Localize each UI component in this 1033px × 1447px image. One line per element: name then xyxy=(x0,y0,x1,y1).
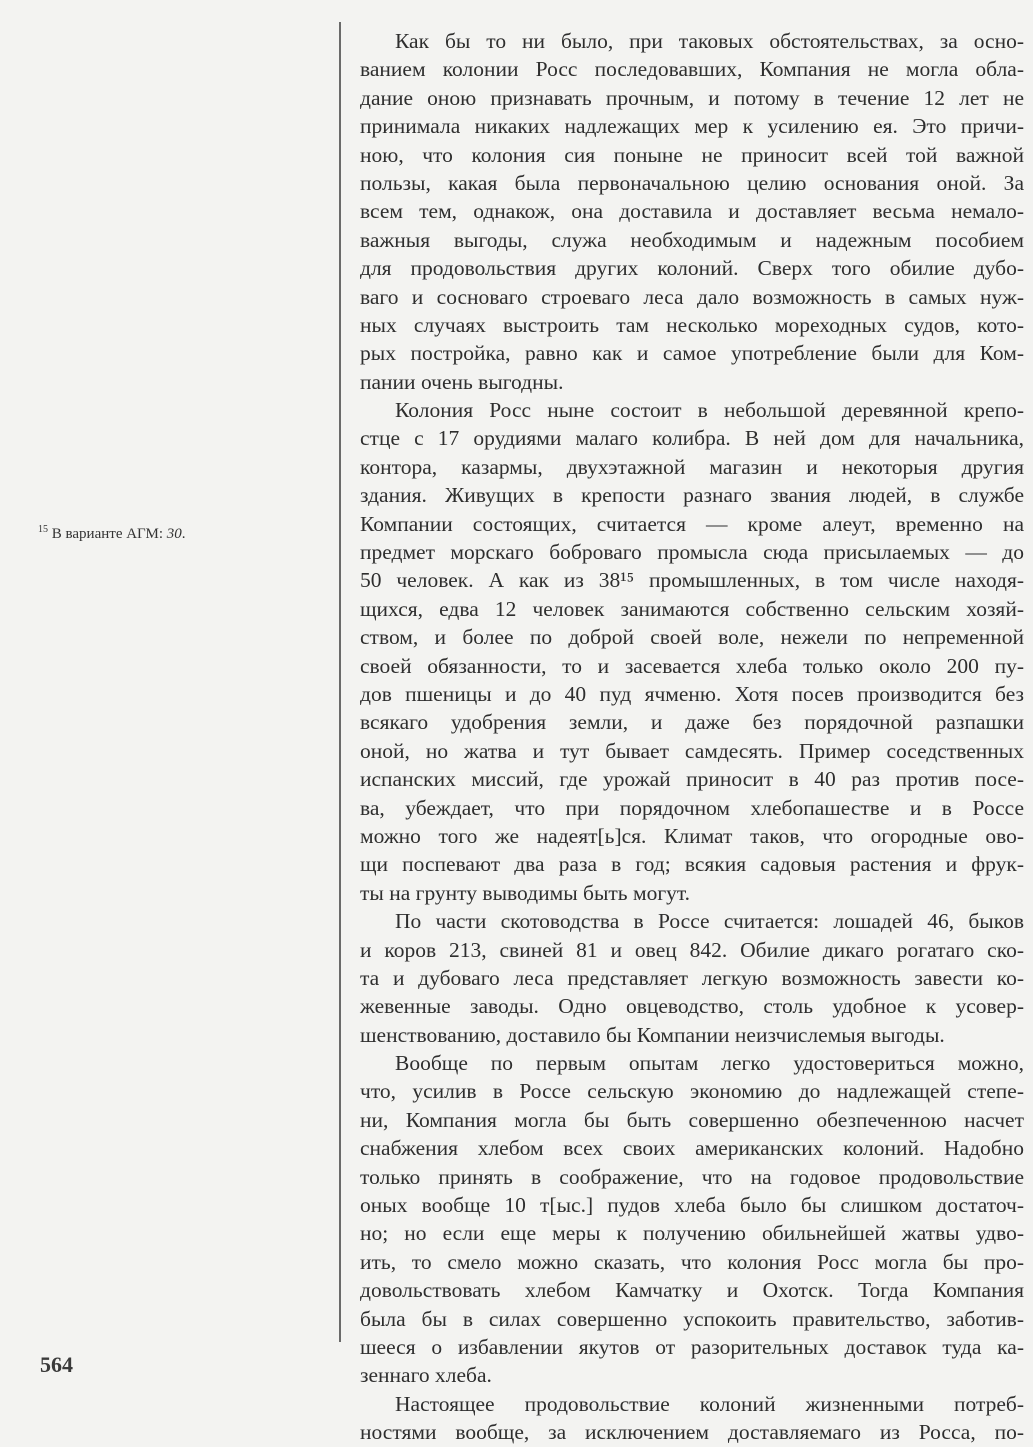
text-line: Колония Росс ныне состоит в небольшой деревянной крепо- xyxy=(395,398,1024,423)
text-line: щи поспевают два раза в год; всякия садовыя растения и фрук- xyxy=(360,852,1024,877)
text-line: ва, убеждает, что при порядочном хлебопашестве и в Россе xyxy=(360,795,1024,820)
text-line: жевенные заводы. Одно овцеводство, столь удобное к усовер- xyxy=(360,994,1024,1019)
margin-rule xyxy=(339,22,341,1342)
text-line: зеннаго хлеба. xyxy=(360,1363,492,1388)
text-line: всем тем, однакож, она доставила и доставляет весьма немало- xyxy=(360,199,1024,224)
text-line: ни, Компания могла бы быть совершенно обезпеченною насчет xyxy=(360,1107,1024,1132)
page-number: 564 xyxy=(40,1352,73,1377)
text-line: довольствовать хлебом Камчатку и Охотск. Тогда Компания xyxy=(360,1278,1024,1303)
text-line: Как бы то ни было, при таковых обстоятельствах, за осно- xyxy=(395,29,1024,53)
text-line: ить, то смело можно сказать, что колония Росс могла бы про- xyxy=(360,1249,1024,1274)
text-line: 50 человек. А как из 38¹⁵ промышленных, в том числе находя- xyxy=(360,568,1024,593)
text-line: принимала никаких надлежащих мер к усилению ея. Это причи- xyxy=(360,114,1024,139)
text-line: можно того же надеят[ь]ся. Климат таков, что огородные ово- xyxy=(360,823,1024,848)
text-line: для продовольствия других колоний. Сверх того обилие дубо- xyxy=(360,256,1024,281)
text-line: своей обязанности, то и засевается хлеба только около 200 пу- xyxy=(360,653,1024,678)
text-line: дание оною признавать прочным, и потому в течение 12 лет не xyxy=(360,85,1024,110)
footnote-value: 30 xyxy=(166,526,182,542)
text-line: предмет морскаго боброваго промысла сюда присылаемых — до xyxy=(360,540,1024,565)
text-line: шееся о избавлении якутов от разорительных доставок туда ка- xyxy=(360,1334,1024,1359)
text-line: здания. Живущих в крепости разнаго звания людей, в службе xyxy=(360,483,1024,508)
text-line: По части скотоводства в Россе считается: лошадей 46, быков xyxy=(395,909,1024,934)
text-line: дов пшеницы и до 40 пуд ячменю. Хотя посев производится без xyxy=(360,681,1024,706)
footnote-suffix: . xyxy=(181,526,186,542)
text-line: щихся, едва 12 человек занимаются собственно сельским хозяй- xyxy=(360,596,1024,621)
text-line: Компании состоящих, считается — кроме алеут, временно на xyxy=(360,511,1024,536)
text-line: контора, казармы, двухэтажной магазин и некоторыя другия xyxy=(360,454,1024,479)
text-line: ных случаях выстроить там несколько мореходных судов, кото- xyxy=(360,312,1024,337)
text-line: ваго и сосноваго строеваго леса дало возможность в самых нуж- xyxy=(360,284,1024,309)
footnote-15 xyxy=(38,524,186,543)
text-line: всякаго удобрения земли, и даже без порядочной разпашки xyxy=(360,710,1024,735)
text-line: испанских миссий, где урожай приносит в 40 раз против посе- xyxy=(360,767,1024,792)
text-line: Вообще по первым опытам легко удостовериться можно, xyxy=(395,1051,1024,1076)
text-line: что, усилив в Россе сельскую экономию до надлежащей степе- xyxy=(360,1079,1024,1104)
text-line: и коров 213, свиней 81 и овец 842. Обилие дикаго рогатаго ско- xyxy=(360,937,1024,962)
text-line: шенствованию, доставило бы Компании неизчислемыя выгоды. xyxy=(360,1022,945,1047)
text-line: была бы в силах совершенно успокоить правительство, заботив- xyxy=(360,1306,1024,1331)
text-line: снабжения хлебом всех своих американских колоний. Надобно xyxy=(360,1136,1024,1161)
main-text-column xyxy=(360,27,1024,1447)
text-line: та и дубоваго леса представляет легкую возможность завести ко- xyxy=(360,965,1024,990)
text-line: ванием колонии Росс последовавших, Компания не могла обла- xyxy=(360,57,1024,82)
footnote-text: В варианте АГМ: xyxy=(51,526,167,542)
text-line: пании очень выгодны. xyxy=(360,369,564,394)
text-line: ною, что колония сия поныне не приносит всей той важной xyxy=(360,142,1024,167)
text-line: ством, и более по доброй своей воле, нежели по непременной xyxy=(360,625,1024,650)
text-line: пользы, какая была первоначальною целию основания оной. За xyxy=(360,170,1024,195)
text-line: ностями вообще, за исключением доставляемаго из Росса, по- xyxy=(360,1420,1024,1445)
text-line: ты на грунту выводимы быть могут. xyxy=(360,880,691,905)
text-line: Настоящее продовольствие колоний жизненными потреб- xyxy=(395,1391,1024,1416)
text-line: рых постройка, равно как и самое употребление были для Ком- xyxy=(360,341,1024,366)
text-line: стце с 17 орудиями малаго колибра. В ней дом для начальника, xyxy=(360,426,1024,451)
text-line: только принять в соображение, что на годовое продовольствие xyxy=(360,1164,1024,1189)
text-line: важныя выгоды, служа необходимым и надежным пособием xyxy=(360,227,1024,252)
footnote-number: 15 xyxy=(38,524,48,535)
text-line: но; но если еще меры к получению обильнейшей жатвы удво- xyxy=(360,1221,1024,1246)
text-line: оных вообще 10 т[ыс.] пудов хлеба было бы слишком достаточ- xyxy=(360,1193,1024,1218)
text-line: оной, но жатва и тут бывает самдесять. Пример соседственных xyxy=(360,738,1024,763)
